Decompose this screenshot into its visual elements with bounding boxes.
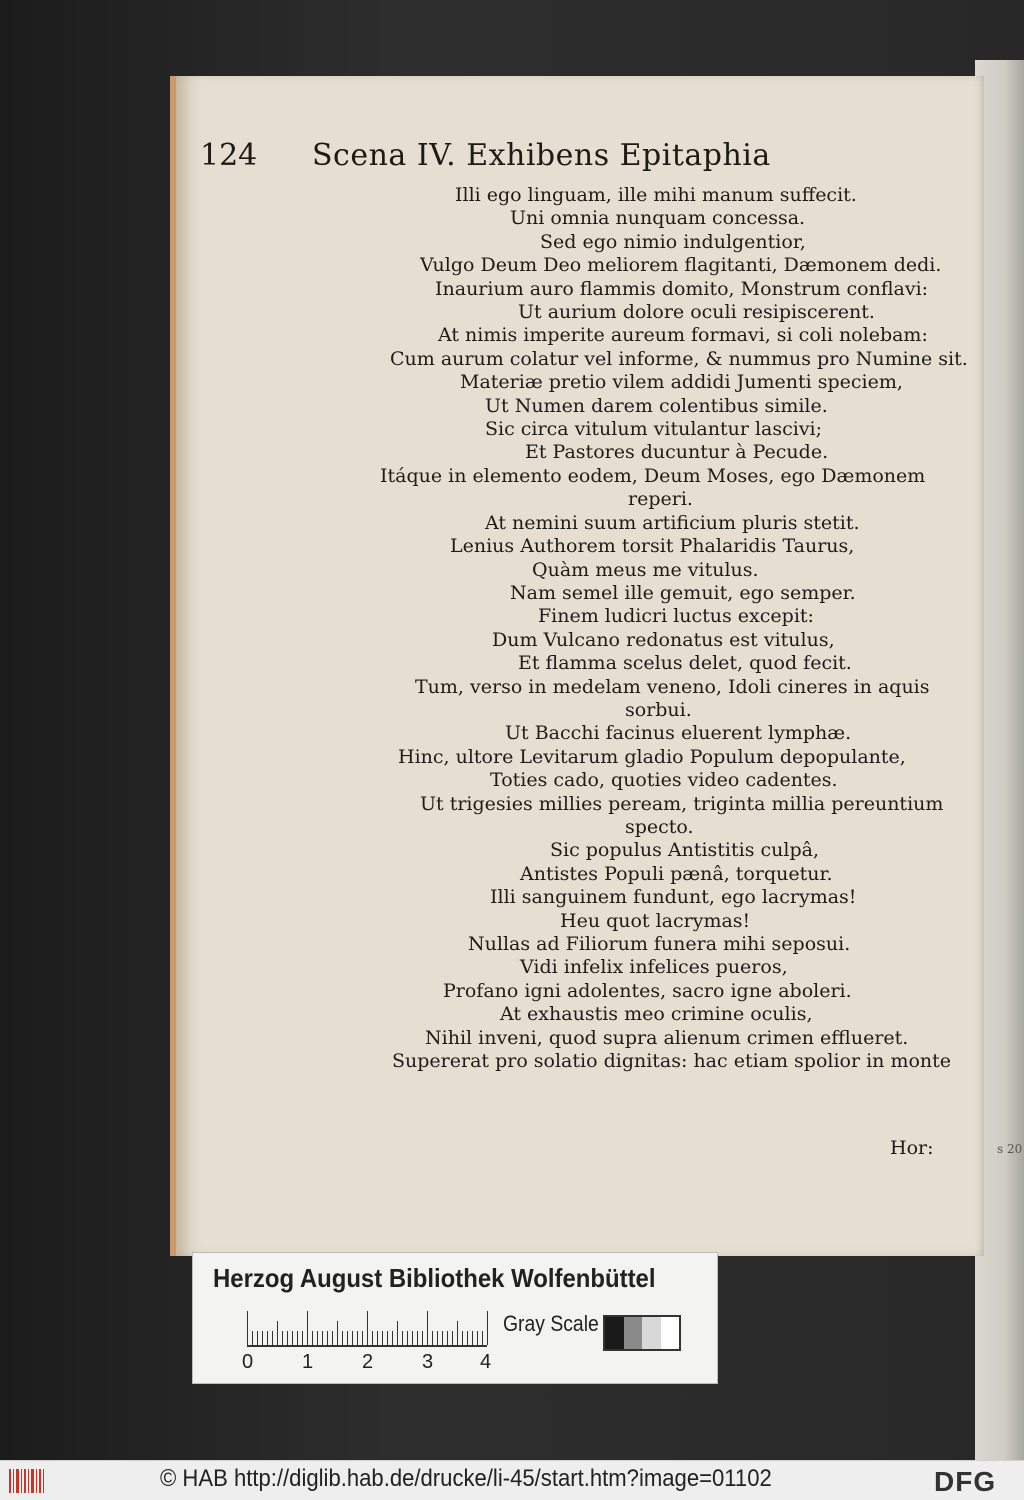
ruler-tick	[387, 1331, 388, 1345]
ruler-tick	[427, 1311, 428, 1345]
ruler-tick	[287, 1331, 288, 1345]
page-header	[200, 138, 920, 182]
text-line: Itáque in elemento eodem, Deum Moses, ego Dæmonem	[380, 464, 926, 487]
ruler-label: 1	[302, 1351, 314, 1373]
ruler-tick	[487, 1311, 488, 1345]
text-line: Hinc, ultore Levitarum gladio Populum depopulante,	[398, 745, 906, 768]
dfg-logo: DFG	[934, 1466, 997, 1497]
ruler-tick	[297, 1331, 298, 1345]
text-line: Tum, verso in medelam veneno, Idoli cineres in aquis	[415, 675, 930, 698]
ruler-tick	[292, 1331, 293, 1345]
page-number: 124	[200, 138, 258, 173]
ruler-tick	[317, 1331, 318, 1345]
gray-swatch	[661, 1317, 680, 1349]
text-line: Sic populus Antistitis culpâ,	[550, 839, 819, 862]
ruler-label: 2	[362, 1351, 374, 1373]
poem-text	[360, 184, 968, 1073]
ruler-tick	[352, 1331, 353, 1345]
text-line: Ut aurium dolore oculi resipiscerent.	[518, 301, 875, 324]
ruler-label: 4	[480, 1351, 492, 1373]
ruler-tick	[417, 1331, 418, 1345]
ruler-tick	[277, 1321, 278, 1345]
text-line: Illi ego linguam, ille mihi manum suffecit.	[455, 184, 857, 206]
gray-swatch	[642, 1317, 661, 1349]
ruler-tick	[467, 1331, 468, 1345]
ruler-tick	[482, 1331, 483, 1345]
ruler-tick	[472, 1331, 473, 1345]
ruler-tick	[262, 1331, 263, 1345]
text-line: Et flamma scelus delet, quod fecit.	[518, 652, 852, 675]
text-line: At exhaustis meo crimine oculis,	[500, 1003, 813, 1026]
ruler-tick	[322, 1331, 323, 1345]
text-line: Inaurium auro flammis domito, Monstrum conflavi:	[435, 277, 929, 300]
gray-swatch	[605, 1317, 624, 1349]
ruler-tick	[347, 1331, 348, 1345]
barcode-icon	[8, 1467, 48, 1495]
ruler-tick	[442, 1331, 443, 1345]
ruler-tick	[362, 1331, 363, 1345]
ruler-tick	[272, 1331, 273, 1345]
text-line: Lenius Authorem torsit Phalaridis Taurus,	[450, 535, 855, 558]
scale-ruler	[247, 1311, 487, 1347]
text-line: reperi.	[628, 488, 693, 511]
gray-scale-label: Gray Scale	[503, 1311, 599, 1336]
text-line: Nihil inveni, quod supra alienum crimen efflueret.	[425, 1026, 909, 1049]
ruler-tick	[437, 1331, 438, 1345]
text-line: At nemini suum artificium pluris stetit.	[485, 511, 860, 534]
ruler-tick	[412, 1331, 413, 1345]
ruler-tick	[477, 1331, 478, 1345]
ruler-tick	[452, 1331, 453, 1345]
ruler-tick	[357, 1331, 358, 1345]
text-line: Toties cado, quoties video cadentes.	[490, 769, 838, 792]
ruler-tick	[257, 1331, 258, 1345]
ruler-tick	[402, 1331, 403, 1345]
text-line: Ut Numen darem colentibus simile.	[485, 394, 828, 417]
text-line: Illi sanguinem fundunt, ego lacrymas!	[490, 886, 857, 909]
text-line: Supererat pro solatio dignitas: hac etiam spolior in monte	[392, 1050, 952, 1073]
ruler-tick	[462, 1331, 463, 1345]
running-head: Scena IV. Exhibens Epitaphia	[312, 138, 771, 173]
ruler-label: 3	[422, 1351, 434, 1373]
ruler-tick	[267, 1331, 268, 1345]
ruler-tick	[337, 1321, 338, 1345]
text-line: sorbui.	[625, 698, 692, 721]
gray-scale-swatches	[603, 1315, 681, 1351]
ruler-tick	[397, 1321, 398, 1345]
text-line: Sic circa vitulum vitulantur lascivi;	[485, 418, 823, 441]
text-line: Et Pastores ducuntur à Pecude.	[525, 441, 829, 464]
text-line: Quàm meus me vitulus.	[532, 558, 759, 581]
ruler-tick	[302, 1331, 303, 1345]
text-line: specto.	[625, 815, 694, 838]
ruler-tick	[332, 1331, 333, 1345]
facing-page-fragment: s 20	[997, 1142, 1023, 1156]
text-line: Antistes Populi pænâ, torquetur.	[520, 862, 833, 885]
ruler-tick	[342, 1331, 343, 1345]
text-line: Materiæ pretio vilem addidi Jumenti speciem,	[460, 371, 903, 394]
ruler-label: 0	[242, 1351, 254, 1373]
ruler-tick	[327, 1331, 328, 1345]
text-line: Dum Vulcano redonatus est vitulus,	[492, 628, 835, 651]
card-title: Herzog August Bibliothek Wolfenbüttel	[213, 1263, 656, 1293]
ruler-tick	[382, 1331, 383, 1345]
gray-swatch	[624, 1317, 643, 1349]
text-line: Nullas ad Filiorum funera mihi seposui.	[468, 933, 851, 955]
text-line: Sed ego nimio indulgentior,	[540, 230, 806, 253]
ruler-tick	[282, 1331, 283, 1345]
text-line: At nimis imperite aureum formavi, si coli nolebam:	[438, 324, 928, 347]
ruler-tick	[407, 1331, 408, 1345]
copyright-link[interactable]: © HAB http://diglib.hab.de/drucke/li-45/start.htm?image=01102	[160, 1465, 772, 1492]
text-line: Heu quot lacrymas!	[560, 909, 751, 932]
text-line: Cum aurum colatur vel informe, & nummus pro Numine sit.	[390, 347, 968, 370]
text-line: Ut Bacchi facinus eluerent lymphæ.	[505, 722, 852, 745]
text-line: Profano igni adolentes, sacro igne aboleri.	[443, 979, 852, 1002]
ruler-tick	[422, 1331, 423, 1345]
ruler-tick	[457, 1321, 458, 1345]
text-line: Uni omnia nunquam concessa.	[510, 207, 806, 230]
ruler-tick	[392, 1331, 393, 1345]
text-line: Finem ludicri luctus excepit:	[538, 605, 814, 628]
footer-bar	[0, 1460, 1024, 1500]
ruler-tick	[247, 1311, 248, 1345]
ruler-tick	[432, 1331, 433, 1345]
ruler-tick	[312, 1331, 313, 1345]
ruler-tick	[252, 1331, 253, 1345]
text-line: Vulgo Deum Deo meliorem flagitanti, Dæmonem dedi.	[420, 254, 942, 277]
ruler-tick	[367, 1311, 368, 1345]
color-calibration-card	[192, 1252, 718, 1384]
text-line: Vidi infelix infelices pueros,	[520, 956, 788, 979]
ruler-tick	[307, 1311, 308, 1345]
text-line: Nam semel ille gemuit, ego semper.	[510, 581, 856, 604]
text-line: Ut trigesies millies peream, triginta millia pereuntium	[420, 792, 944, 815]
ruler-tick	[447, 1331, 448, 1345]
ruler-tick	[377, 1331, 378, 1345]
ruler-tick	[372, 1331, 373, 1345]
catchword: Hor:	[890, 1137, 934, 1159]
